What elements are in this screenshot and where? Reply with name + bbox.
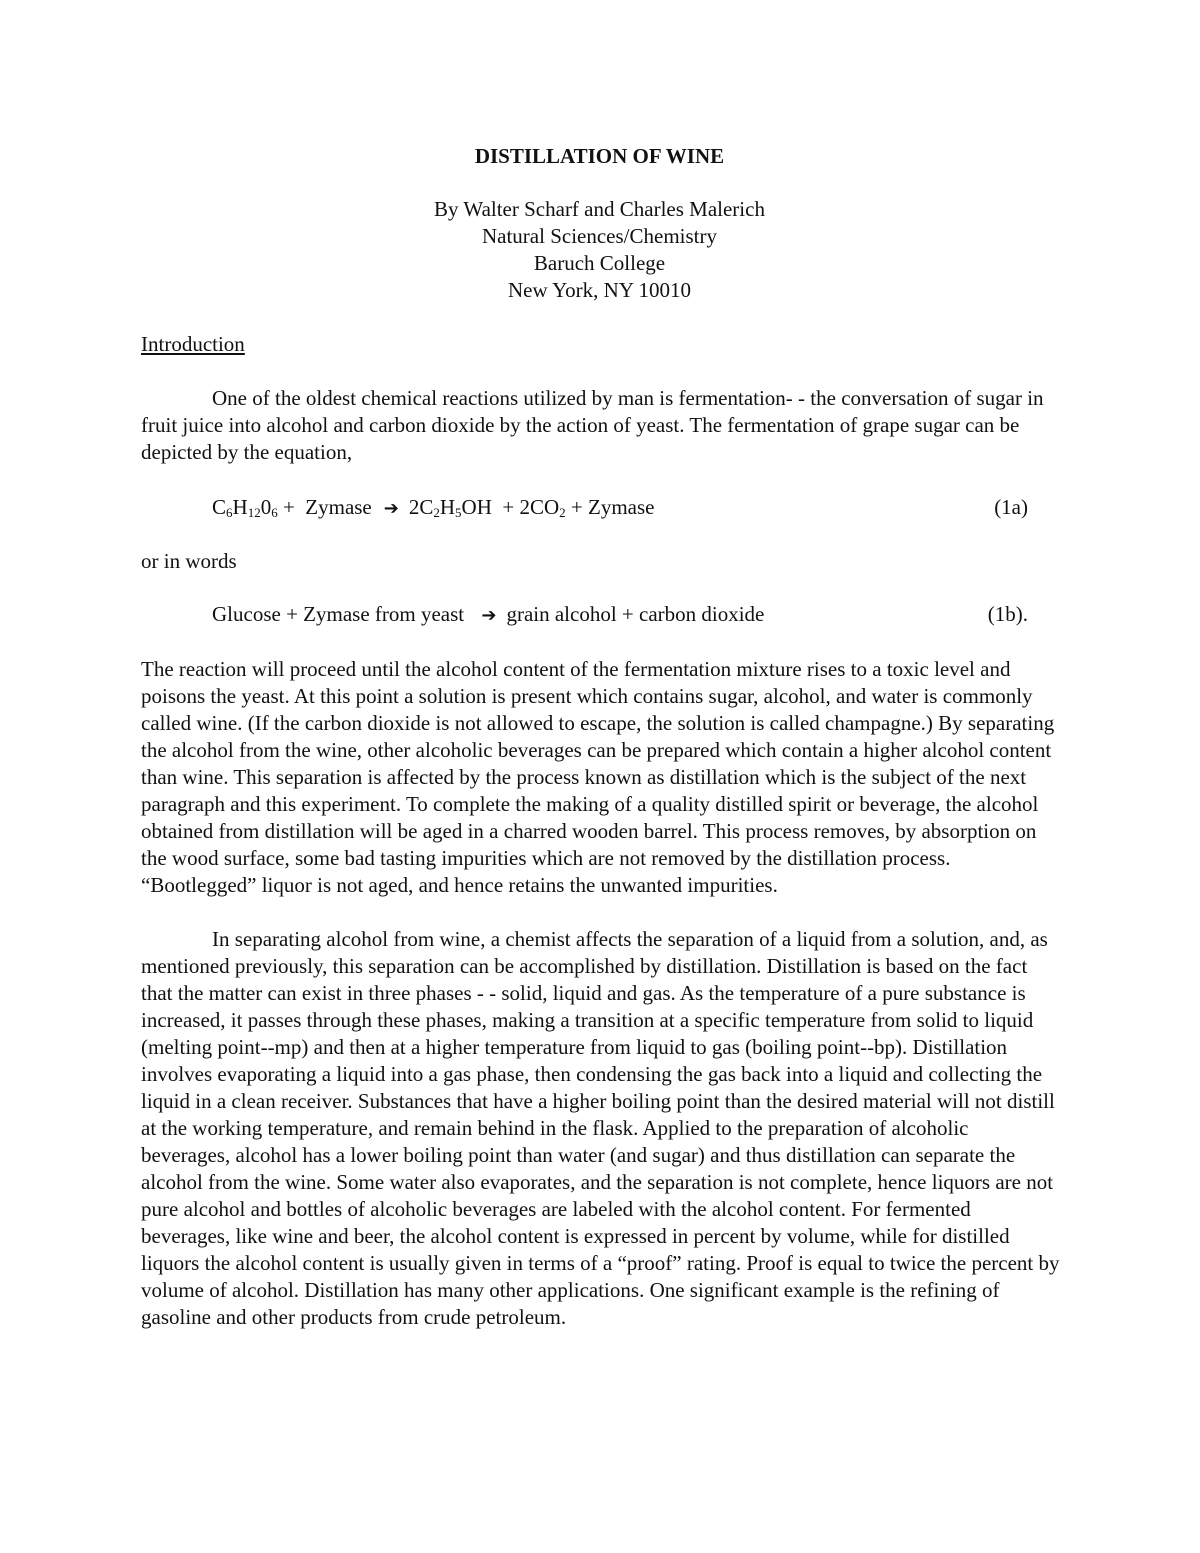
right-arrow-icon: ➔ (481, 605, 497, 626)
byline-authors: By Walter Scharf and Charles Malerich (434, 197, 765, 221)
byline-college: Baruch College (533, 251, 666, 275)
body-paragraph-distillation: In separating alcohol from wine, a chemist affects the separation of a liquid from a solution, and, as mentioned previously, this separation can be accomplished by distillation. Distillation is based on the fact that the matter can exist in three phases - - solid, liquid and gas. As the temperature of a pure substance is increased, it passes through these phases, making a transition at a specific temperature from solid to liquid (melting point--mp) and then at a higher temperature from liquid to gas (boiling point--bp). Distillation involves evaporating a liquid into a gas phase, then condensing the gas back into a liquid and collecting the liquid in a clean receiver. Substances that have a higher boiling point than the desired material will not distill at the working temperature, and remain behind in the flask. Applied to the preparation of alcoholic beverages, alcohol has a lower boiling point than water (and sugar) and thus distillation can separate the alcohol from the wine. Some water also evaporates, and the separation is not complete, hence liquors are not pure alcohol and bottles of alcoholic beverages are labeled with the alcohol content. For fermented beverages, like wine and beer, the alcohol content is expressed in percent by volume, while for distilled liquors the alcohol content is usually given in terms of a “proof” rating. Proof is equal to twice the percent by volume of alcohol. Distillation has many other applications. One significant example is the refining of gasoline and other products from crude petroleum. (141, 927, 1060, 1329)
byline-block (141, 196, 1058, 304)
or-in-words-text: or in words (141, 549, 237, 573)
equation-1a-expression: $C_6H_{12}0_6$ + Zymase ➔ $2C_2H_5OH + 2CO_2$ + Zymase (212, 495, 655, 520)
equation-1b (212, 601, 1027, 629)
equation-1a-number: (1a) (994, 495, 1028, 519)
equation-1b-expression: Glucose + Zymase from yeast ➔ grain alcohol + carbon dioxide (212, 601, 764, 629)
right-arrow-icon: ➔ (383, 498, 399, 519)
body-paragraph-reaction: The reaction will proceed until the alcohol content of the fermentation mixture rises to a toxic level and poisons the yeast. At this point a solution is present which contains sugar, alcohol, and water is commonly called wine. (If the carbon dioxide is not allowed to escape, the solution is called champagne.) By separating the alcohol from the wine, other alcoholic beverages can be prepared which contain a higher alcohol content than wine. This separation is affected by the process known as distillation which is the subject of the next paragraph and this experiment. To complete the making of a quality distilled spirit or beverage, the alcohol obtained from distillation will be aged in a charred wooden barrel. This process removes, by absorption on the wood surface, some bad tasting impurities which are not removed by the distillation process. “Bootlegged” liquor is not aged, and hence retains the unwanted impurities. (141, 657, 1055, 897)
byline-address: New York, NY 10010 (508, 278, 691, 302)
equation-1a (212, 494, 1027, 522)
intro-paragraph: One of the oldest chemical reactions utilized by man is fermentation- - the conversation of sugar in fruit juice into alcohol and carbon dioxide by the action of yeast. The fermentation of grape sugar can be depicted by the equation, (141, 386, 1044, 464)
section-heading-introduction: Introduction (141, 332, 245, 356)
document-title: DISTILLATION OF WINE (474, 144, 725, 168)
byline-department: Natural Sciences/Chemistry (481, 224, 718, 248)
equation-1b-number: (1b). (987, 602, 1028, 626)
document-page (141, 0, 1061, 1553)
